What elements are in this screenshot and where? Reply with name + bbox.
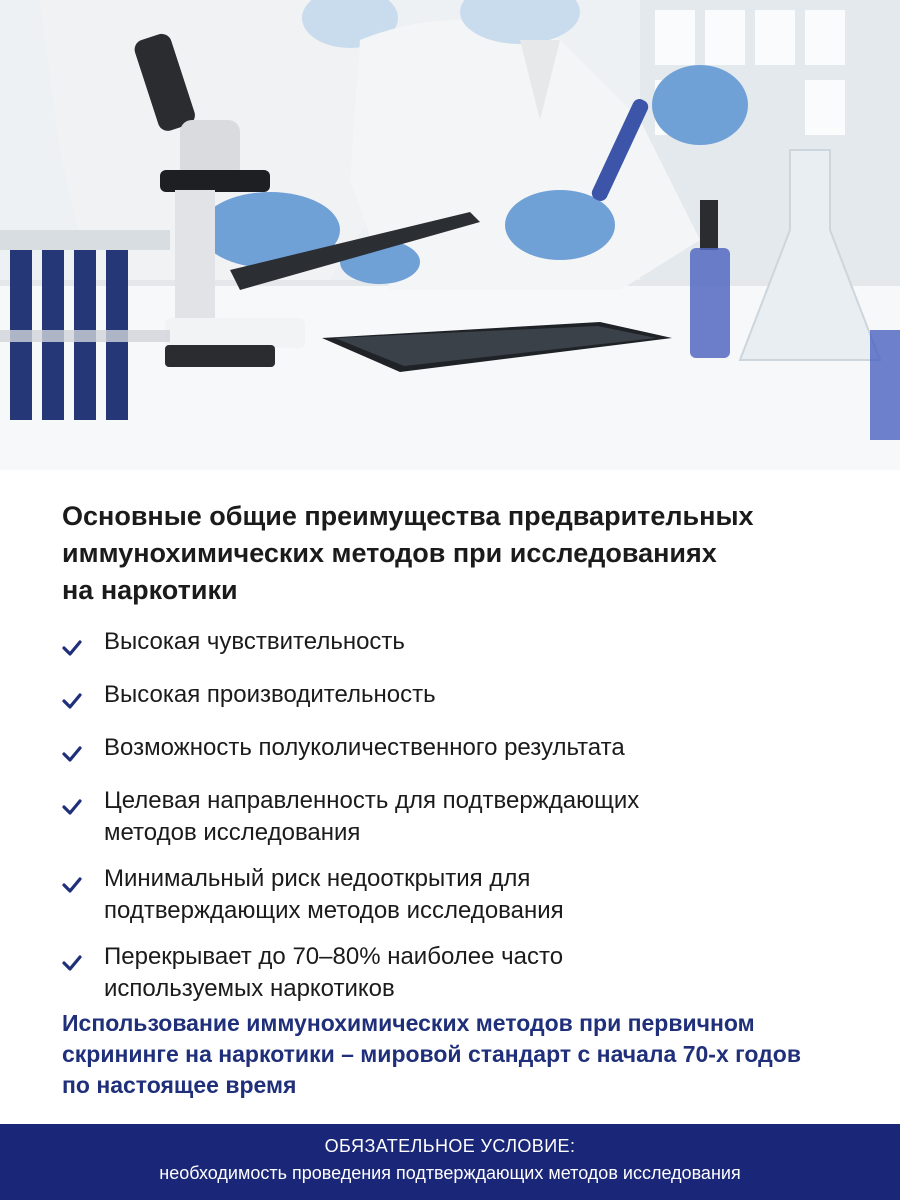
lab-photo-illustration (0, 0, 900, 470)
benefit-text: Возможность полуколичественного результата (104, 734, 625, 761)
requirement-text: необходимость проведения подтверждающих методов исследования (159, 1163, 741, 1183)
benefit-item (62, 679, 862, 718)
benefits-list (62, 626, 862, 1005)
headline-line: на наркотики (62, 575, 238, 605)
check-icon (62, 941, 104, 980)
benefit-text: Перекрывает до 70–80% наиболее часто (104, 943, 564, 970)
check-icon (62, 626, 104, 665)
benefit-item (62, 732, 862, 771)
requirement-title: ОБЯЗАТЕЛЬНОЕ УСЛОВИЕ: (324, 1136, 576, 1156)
benefit-text: используемых наркотиков (104, 975, 395, 1002)
headline-line: иммунохимических методов при исследованиях (62, 538, 717, 568)
check-icon (62, 732, 104, 771)
benefit-text: Высокая производительность (104, 681, 436, 708)
check-icon (62, 863, 104, 902)
headline (62, 498, 862, 609)
benefit-item (62, 785, 862, 849)
benefit-text: Высокая чувствительность (104, 628, 405, 655)
requirement-banner (0, 1124, 900, 1200)
summary-line: Использование иммунохимических методов при первичном (62, 1010, 755, 1036)
summary-statement (62, 1008, 862, 1101)
headline-line: Основные общие преимущества предварительных (62, 501, 754, 531)
check-icon (62, 785, 104, 824)
benefit-text: методов исследования (104, 819, 361, 846)
benefit-item (62, 863, 862, 927)
benefit-text: подтверждающих методов исследования (104, 897, 564, 924)
lab-hero-image (0, 0, 900, 470)
benefit-text: Целевая направленность для подтверждающих (104, 787, 640, 814)
check-icon (62, 679, 104, 718)
benefit-text: Минимальный риск недооткрытия для (104, 865, 531, 892)
benefit-item (62, 626, 862, 665)
summary-line: по настоящее время (62, 1072, 297, 1098)
summary-line: скрининге на наркотики – мировой стандарт с начала 70-х годов (62, 1041, 801, 1067)
benefit-item (62, 941, 862, 1005)
